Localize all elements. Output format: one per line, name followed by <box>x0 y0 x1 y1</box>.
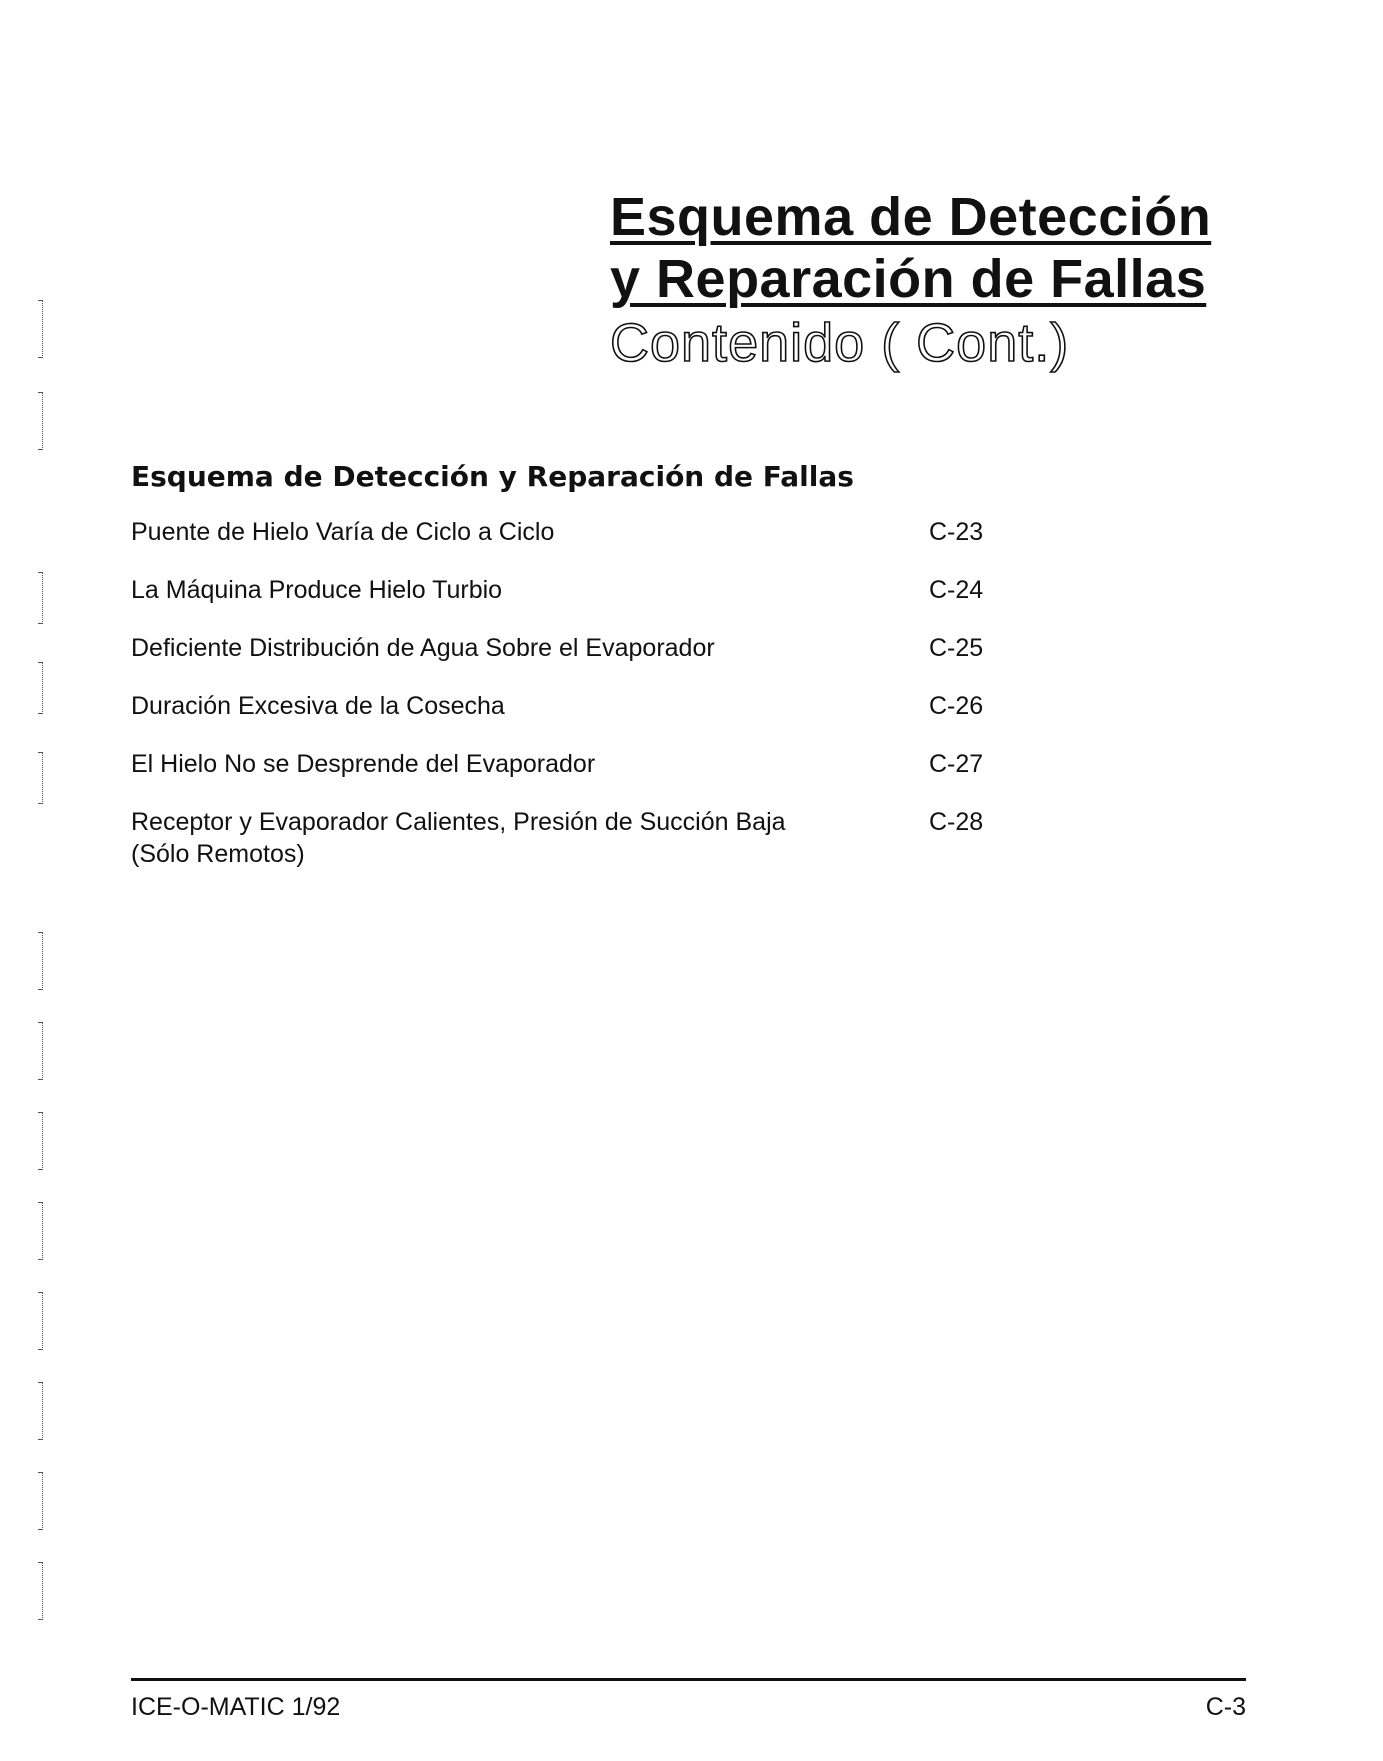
toc-entry-page: C-26 <box>929 692 984 720</box>
toc-entry-page: C-28 <box>929 808 984 836</box>
page-subtitle: Contenido ( Cont.) <box>610 313 1070 373</box>
toc-entry-page: C-24 <box>929 576 984 604</box>
footer-page-number: C-3 <box>1205 1693 1246 1721</box>
page-footer <box>131 1678 1246 1721</box>
toc-heading: Esquema de Detección y Reparación de Fallas <box>131 460 854 493</box>
toc-entry-title-line-1: Receptor y Evaporador Calientes, Presión de Succión Baja <box>131 808 786 836</box>
binder-hole-marks <box>34 20 46 1720</box>
toc-entry <box>131 516 1031 574</box>
table-of-contents <box>131 460 1031 882</box>
toc-entry <box>131 806 1031 882</box>
toc-entry-title: La Máquina Produce Hielo Turbio <box>131 576 503 604</box>
page-title-line-2: y Reparación de Fallas <box>610 249 1207 309</box>
toc-entry-title: Deficiente Distribución de Agua Sobre el Evaporador <box>131 634 715 662</box>
page-title-line-1: Esquema de Detección <box>610 187 1212 247</box>
toc-entry <box>131 690 1031 748</box>
page-title-block <box>610 186 1310 376</box>
toc-entry-page: C-27 <box>929 750 984 778</box>
toc-entry-title-line-2: (Sólo Remotos) <box>131 840 305 868</box>
toc-entry-title: Duración Excesiva de la Cosecha <box>131 692 505 720</box>
toc-entry-title: El Hielo No se Desprende del Evaporador <box>131 750 596 778</box>
toc-entry-title <box>131 806 851 870</box>
toc-entry-page: C-23 <box>929 518 984 546</box>
toc-entry <box>131 574 1031 632</box>
toc-entry-page: C-25 <box>929 634 984 662</box>
toc-list <box>131 516 1031 882</box>
toc-entry-title: Puente de Hielo Varía de Ciclo a Ciclo <box>131 518 555 546</box>
toc-entry <box>131 748 1031 806</box>
footer-publisher: ICE-O-MATIC 1/92 <box>131 1693 341 1721</box>
toc-entry <box>131 632 1031 690</box>
